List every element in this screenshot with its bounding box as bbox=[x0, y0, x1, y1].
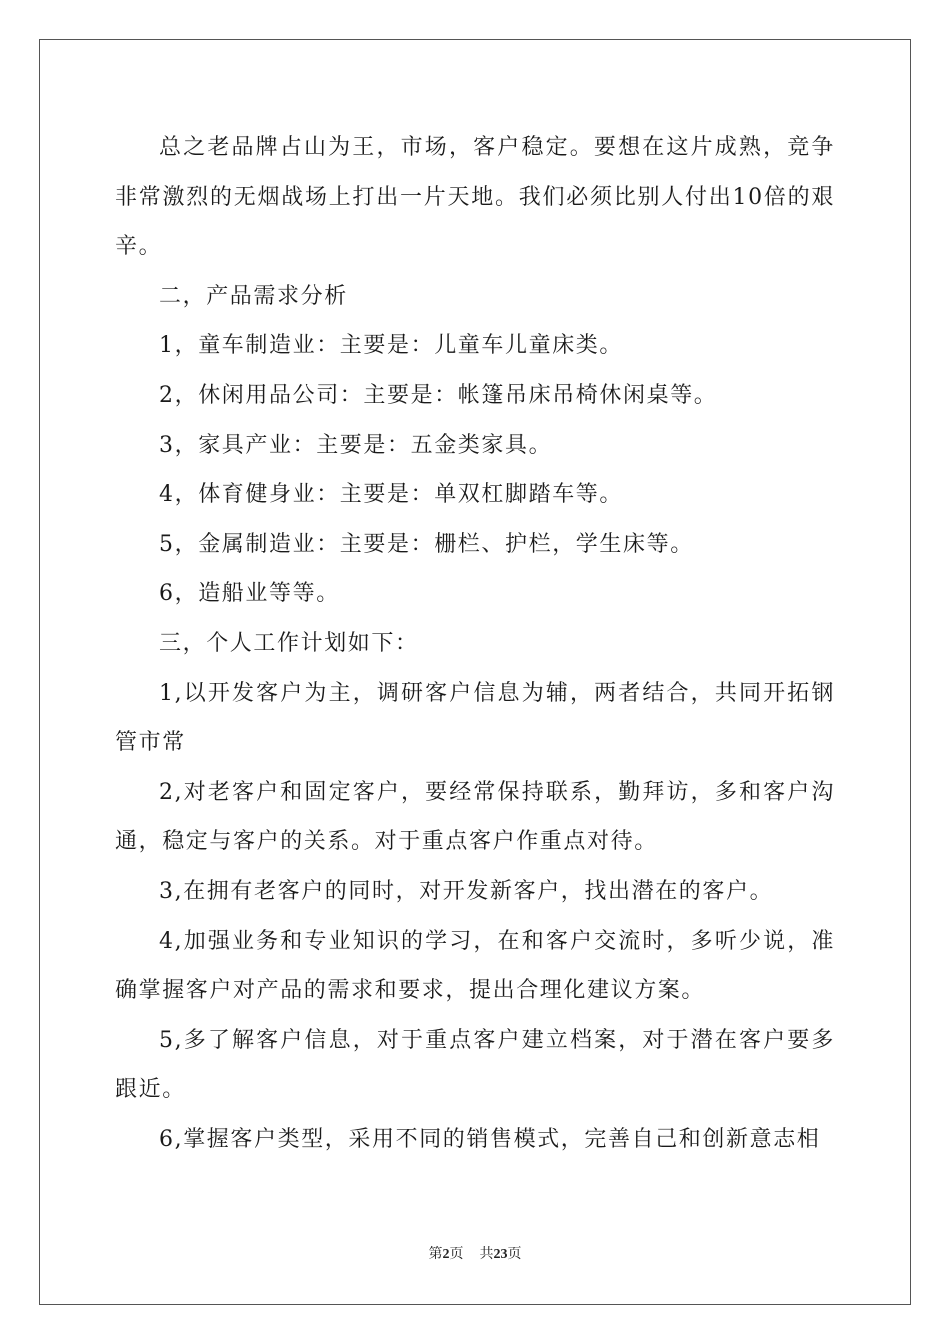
list-item: 1,以开发客户为主，调研客户信息为辅，两者结合，共同开拓钢管市常 bbox=[115, 680, 835, 756]
current-page-number: 2 bbox=[442, 1247, 450, 1262]
list-item: 2，休闲用品公司：主要是：帐篷吊床吊椅休闲桌等。 bbox=[159, 382, 718, 408]
section-heading: 三，个人工作计划如下： bbox=[159, 630, 419, 656]
list-item: 1，童车制造业：主要是：儿童车儿童床类。 bbox=[159, 333, 623, 359]
page-prefix: 第 bbox=[428, 1247, 443, 1262]
list-item: 6,掌握客户类型，采用不同的销售模式，完善自己和创新意志相 bbox=[159, 1126, 821, 1152]
list-item: 4，体育健身业：主要是：单双杠脚踏车等。 bbox=[159, 482, 623, 508]
list-item: 3，家具产业：主要是：五金类家具。 bbox=[159, 432, 553, 458]
document-body bbox=[115, 123, 835, 1164]
total-page-count: 23 bbox=[493, 1247, 508, 1262]
list-item: 3,在拥有老客户的同时，对开发新客户，找出潜在的客户。 bbox=[159, 878, 774, 904]
total-suffix: 页 bbox=[507, 1247, 522, 1262]
list-item: 5，金属制造业：主要是：栅栏、护栏，学生床等。 bbox=[159, 531, 694, 557]
total-prefix: 共 bbox=[479, 1247, 494, 1262]
list-item: 4,加强业务和专业知识的学习，在和客户交流时，多听少说，准确掌握客户对产品的需求和要求，提出合理化建议方案。 bbox=[115, 928, 835, 1004]
page-suffix: 页 bbox=[449, 1247, 464, 1262]
list-item: 5,多了解客户信息，对于重点客户建立档案，对于潜在客户要多跟近。 bbox=[115, 1027, 835, 1103]
list-item: 2,对老客户和固定客户，要经常保持联系，勤拜访，多和客户沟通，稳定与客户的关系。对于重点客户作重点对待。 bbox=[115, 779, 835, 855]
paragraph: 总之老品牌占山为王，市场，客户稳定。要想在这片成熟，竞争非常激烈的无烟战场上打出一片天地。我们必须比别人付出10倍的艰辛。 bbox=[115, 135, 835, 260]
section-heading: 二，产品需求分析 bbox=[159, 283, 348, 309]
list-item: 6，造船业等等。 bbox=[159, 581, 340, 607]
page-footer bbox=[0, 1243, 950, 1263]
